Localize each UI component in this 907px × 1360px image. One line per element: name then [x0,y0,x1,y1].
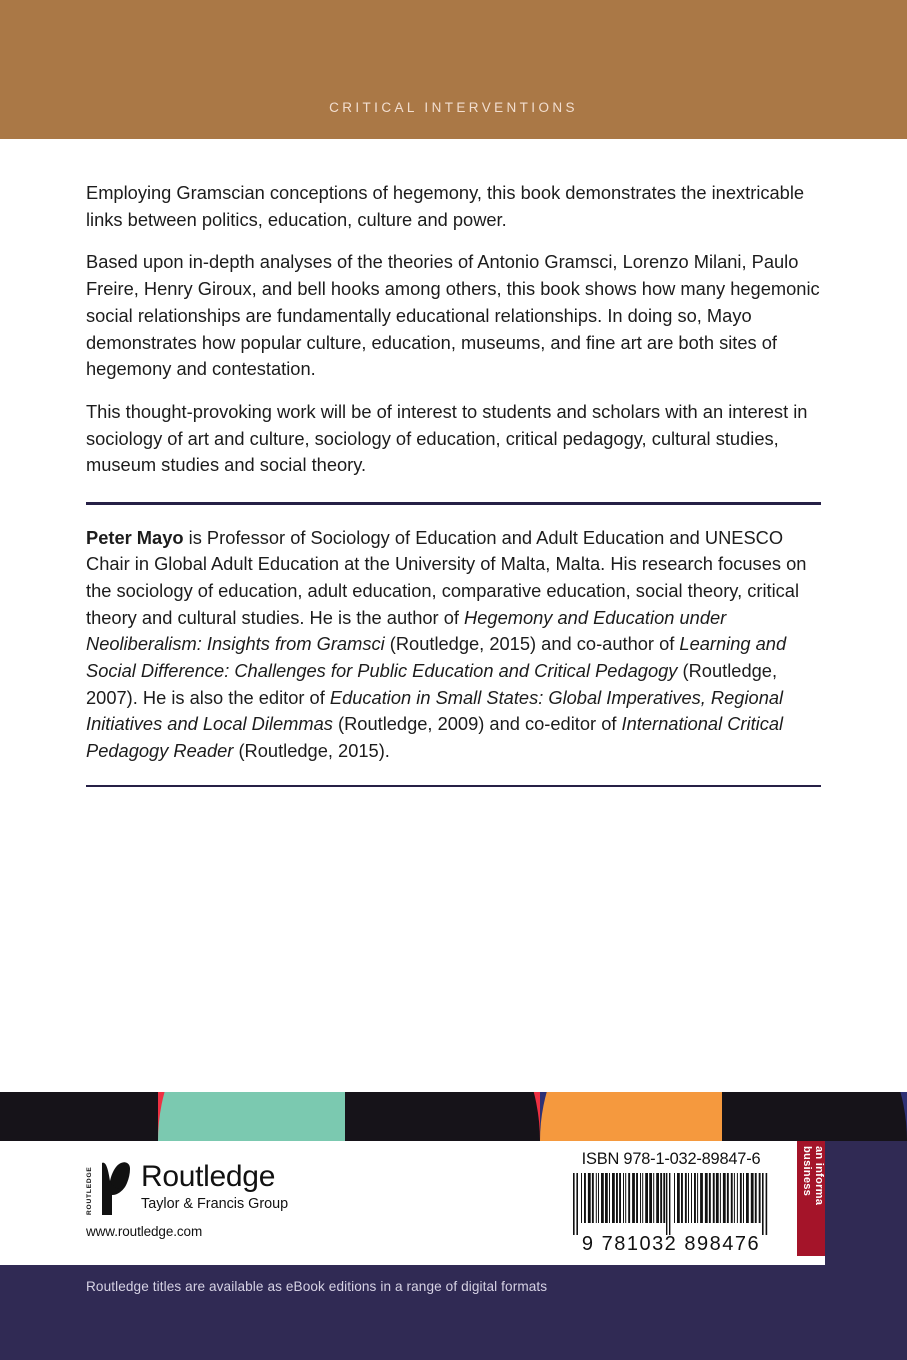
blurb-paragraph: Employing Gramscian conceptions of hegemony, this book demonstrates the inextricable links between politics, education, culture and power. [86,182,805,230]
series-banner [0,0,907,139]
barcode-area [552,1146,790,1258]
deco-segment-accent [345,1092,540,1141]
deco-segment-accent [722,1092,907,1141]
informa-side-panel [825,1141,907,1265]
author-bio-segment: International Critical Pedagogy Reader [86,713,784,762]
routledge-logo[interactable] [86,1161,416,1239]
footer-bar [0,1265,907,1360]
author-bio [86,525,821,765]
isbn-label: ISBN 978-1-032-89847-6 [581,1150,761,1168]
author-bio-segment: Learning and Social Difference: Challenges for Public Education and Critical Pedagogy [86,633,787,682]
deco-segment-base [0,1092,158,1141]
barcode-digits: 9 781032 898476 [581,1233,761,1255]
author-bio-segment: (Routledge, 2015). [233,740,390,762]
series-title: CRITICAL INTERVENTIONS [329,100,578,115]
author-bio-segment: Peter Mayo [86,526,184,548]
decorative-color-band [0,1092,907,1141]
blurb-paragraph: Based upon in-depth analyses of the theories of Antonio Gramsci, Lorenzo Milani, Paulo Freire, Henry Giroux, and bell hooks among others, this book shows how many hegemonic social relationships are fundamentally educational relationships. In doing so, Mayo demonstrates how popular culture, education, museums, and fine art are both sites of hegemony and contestation. [86,251,820,380]
divider-top [86,502,821,505]
divider-bottom [86,785,821,788]
back-cover-body [86,180,821,787]
routledge-logo-mark-icon [86,1161,132,1217]
author-bio-segment: is Professor of Sociology of Education and Adult Education and UNESCO Chair in Global Adult Education at the University of Malta, Malta. His research focuses on the sociology of education, adult education, comparative education, social theory, critical theory and cultural studies. He is the author of [86,526,807,628]
barcode-icon [573,1173,769,1235]
publisher-block [0,1141,907,1265]
author-bio-segment: (Routledge, 2015) and co-author of [384,633,680,655]
author-bio-segment: (Routledge, 2007). He is also the editor of [86,660,778,708]
blurb-paragraph: This thought-provoking work will be of interest to students and scholars with an interest in sociology of art and culture, sociology of education, critical pedagogy, cultural studies, museum studies and social theory. [86,400,808,476]
author-bio-segment: (Routledge, 2009) and co-editor of [332,713,622,735]
deco-segment-accent [540,1092,722,1141]
routledge-logo-name: Routledge [141,1160,276,1193]
routledge-logo-subtitle: Taylor & Francis Group [141,1196,289,1212]
deco-segment-accent [158,1092,345,1141]
decorative-band-svg [0,1092,907,1141]
informa-business-tab [797,1141,825,1256]
routledge-logo-vertical-label: ROUTLEDGE [86,1166,93,1215]
routledge-website-url[interactable]: www.routledge.com [86,1224,203,1239]
author-bio-segment: Hegemony and Education under Neoliberalism: Insights from Gramsci [86,606,727,655]
author-bio-segment: Education in Small States: Global Imperatives, Regional Initiatives and Local Dilemmas [86,686,784,735]
ebook-availability-note: Routledge titles are available as eBook editions in a range of digital formats [86,1279,548,1294]
informa-business-label: an informa business [801,1146,825,1206]
